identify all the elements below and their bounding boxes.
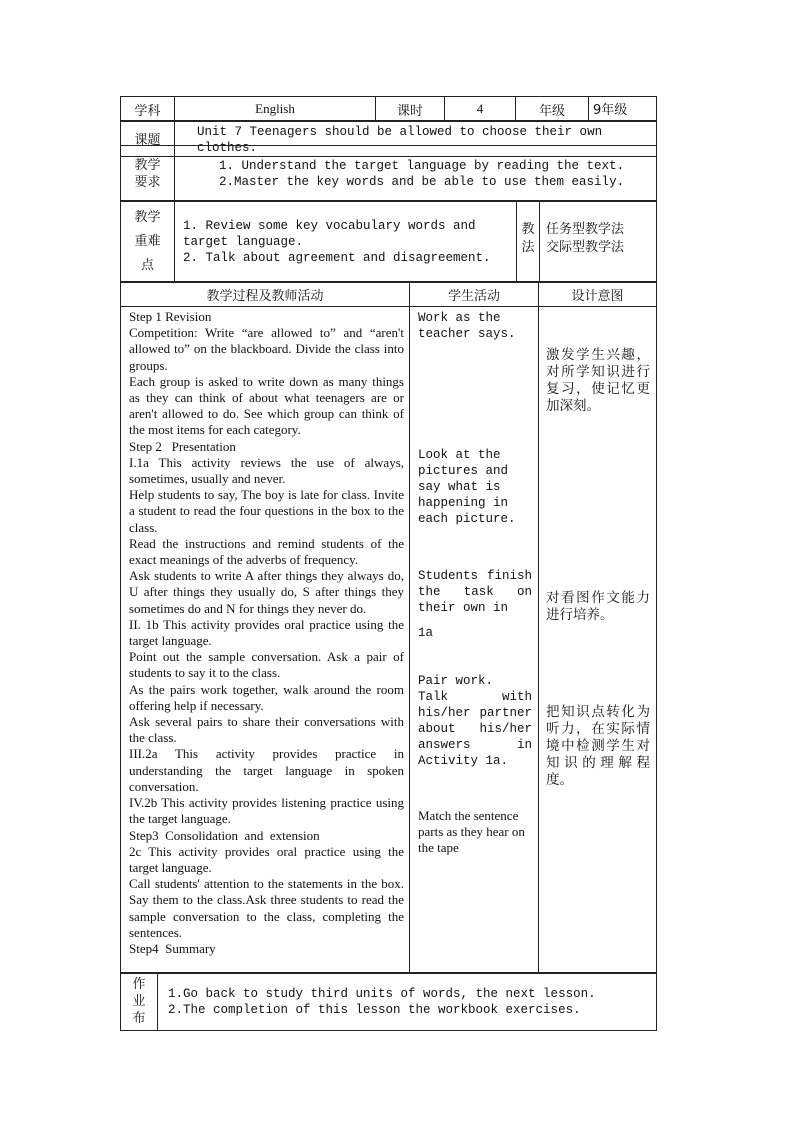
student-block-5: Match the sentence parts as they hear on the tape bbox=[418, 808, 525, 856]
teacher-line-16: 2c This activity provides oral practice using the target language. bbox=[129, 843, 404, 875]
student-block-3b: 1a bbox=[418, 626, 434, 640]
subject-value: English bbox=[175, 97, 376, 122]
design-block-1: 激发学生兴趣，对所学知识进行复习，使记忆更加深刻。 bbox=[546, 347, 650, 414]
design-block-3: 把知识点转化为听力，在实际情境中检测学生对知识的理解程度。 bbox=[546, 704, 650, 788]
key-points-label bbox=[121, 201, 175, 283]
header-row bbox=[120, 96, 657, 122]
teacher-line-3: Each group is asked to write down as many things as they can think of about what teenagers are or aren't allowed to do. See which group can think of the most items for each category. bbox=[129, 373, 404, 438]
teacher-line-15: Step3 Consolidation and extension bbox=[129, 827, 320, 843]
teacher-line-4: Step 2 Presentation bbox=[129, 438, 236, 454]
requirements-list bbox=[175, 146, 657, 202]
homework-label bbox=[121, 973, 158, 1031]
grade-label: 年级 bbox=[516, 97, 589, 122]
teacher-activity-header: 教学过程及教师活动 bbox=[121, 282, 410, 307]
method-label-line2: 法 bbox=[521, 240, 535, 255]
key-point-item-1: 1. Review some key vocabulary words and target language. bbox=[183, 218, 476, 249]
process-table bbox=[120, 281, 657, 974]
key-points-list bbox=[175, 201, 517, 283]
requirements-label-line1: 教学 bbox=[134, 157, 161, 173]
student-block-3: Students finish the task on their own in bbox=[418, 569, 532, 615]
requirement-item-2: 2.Master the key words and be able to use them easily. bbox=[219, 175, 625, 189]
teacher-line-7: Read the instructions and remind students of the exact meanings of the adverbs of frequency. bbox=[129, 535, 404, 568]
method-label-line1: 教 bbox=[521, 222, 535, 237]
homework-item-1: 1.Go back to study third units of words, the next lesson. bbox=[168, 986, 596, 1001]
subject-label: 学科 bbox=[121, 97, 175, 122]
student-block-2: Look at the pictures and say what is happening in each picture. bbox=[418, 448, 516, 526]
method-list bbox=[540, 201, 657, 283]
student-block-1: Work as the teacher says. bbox=[418, 311, 516, 341]
requirements-label-line2: 要求 bbox=[134, 174, 161, 190]
teacher-line-13: III.2a This activity provides practice in understanding the target language in spoken conversation. bbox=[129, 746, 404, 794]
student-block-4a: Pair work. bbox=[418, 674, 494, 688]
key-points-label-line1: 教学 bbox=[134, 209, 161, 225]
teacher-line-1: Step 1 Revision bbox=[129, 309, 212, 324]
student-activity-header: 学生活动 bbox=[410, 282, 539, 307]
key-point-item-2: 2. Talk about agreement and disagreement. bbox=[183, 250, 491, 265]
homework-list bbox=[158, 973, 657, 1031]
design-intent-header: 设计意图 bbox=[539, 282, 657, 307]
student-block-4b: Talk with his/her partner about his/her answers in Activity 1a. bbox=[418, 690, 532, 768]
teacher-line-18: Step4 Summary bbox=[129, 940, 216, 956]
teacher-line-12: Ask several pairs to share their conversations with the class. bbox=[129, 714, 404, 746]
homework-label-line2: 业 bbox=[132, 994, 146, 1009]
teacher-activity-cell bbox=[121, 307, 410, 974]
teacher-line-14: IV.2b This activity provides listening practice using the target language. bbox=[129, 795, 404, 827]
requirement-item-1: 1. Understand the target language by reading the text. bbox=[219, 159, 625, 173]
method-item-2: 交际型教学法 bbox=[546, 240, 625, 255]
key-points-label-line3: 点 bbox=[140, 257, 154, 273]
period-label: 课时 bbox=[376, 97, 445, 122]
method-label bbox=[517, 201, 540, 283]
design-intent-cell bbox=[539, 307, 657, 974]
teacher-line-11: As the pairs work together, walk around the room offering help if necessary. bbox=[129, 681, 404, 713]
requirements-label bbox=[121, 146, 175, 202]
key-points-row bbox=[120, 200, 657, 283]
teacher-line-5: I.1a This activity reviews the use of always, sometimes, usually and never. bbox=[129, 454, 404, 487]
design-block-2: 对看图作文能力进行培养。 bbox=[546, 590, 650, 623]
teacher-line-10: Point out the sample conversation. Ask a pair of students to say it to the class. bbox=[129, 649, 404, 681]
student-activity-cell bbox=[410, 307, 539, 974]
homework-item-2: 2.The completion of this lesson the workbook exercises. bbox=[168, 1002, 581, 1017]
homework-row bbox=[120, 972, 657, 1031]
teacher-line-17: Call students' attention to the statements in the box. Say them to the class.Ask three students to read the sample conversation to the class, completing the sentences. bbox=[129, 876, 404, 940]
topic-label: 课题 bbox=[121, 121, 175, 157]
topic-value: Unit 7 Teenagers should be allowed to choose their own clothes. bbox=[175, 121, 657, 157]
homework-label-line3: 布 bbox=[132, 1011, 146, 1026]
period-value: 4 bbox=[445, 97, 516, 122]
key-points-label-line2: 重难 bbox=[134, 233, 161, 249]
homework-label-line1: 作 bbox=[132, 977, 146, 992]
method-item-1: 任务型教学法 bbox=[546, 222, 625, 237]
teacher-line-9: II. 1b This activity provides oral practice using the target language. bbox=[129, 616, 404, 649]
teacher-line-2: Competition: Write “are allowed to” and “aren't allowed to” on the blackboard. Divide the class into groups. bbox=[129, 325, 404, 373]
requirements-row bbox=[120, 145, 657, 202]
grade-value: 9年级 bbox=[589, 97, 657, 122]
teacher-line-6: Help students to say, The boy is late for class. Invite a student to read the four questions in the box to the class. bbox=[129, 487, 404, 535]
teacher-line-8: Ask students to write A after things they always do, U after things they usually do, S after things they sometimes do and N for things they never do. bbox=[129, 568, 404, 616]
